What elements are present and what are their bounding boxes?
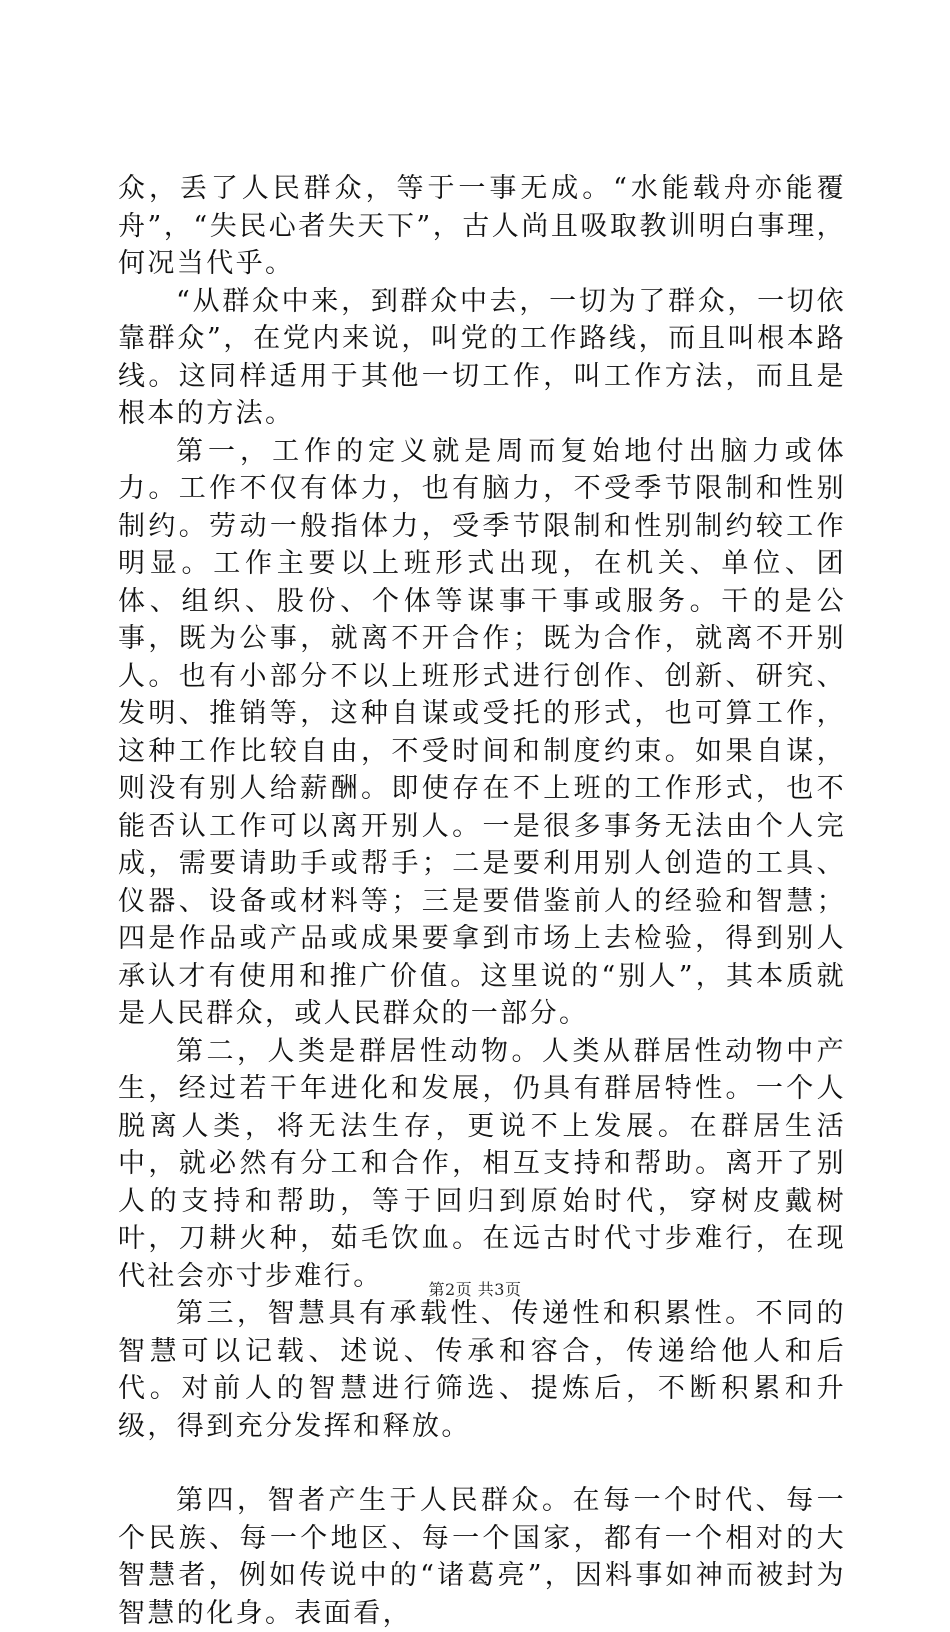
page-number-footer: 第2页 共3页 (428, 1280, 522, 1299)
paragraph-fourth-point: 第四，智者产生于人民群众。在每一个时代、每一个民族、每一个地区、每一个国家，都有一个相对的大智慧者，例如传说中的“诸葛亮”，因料事如神而被封为智慧的化身。表面看， (118, 1485, 846, 1629)
paragraph-mass-line: “从群众中来，到群众中去，一切为了群众，一切依靠群众”，在党内来说，叫党的工作路线，而且叫根本路线。这同样适用于其他一切工作，叫工作方法，而且是根本的方法。 (118, 285, 846, 429)
document-body (118, 170, 846, 1632)
paragraph-first-point: 第一，工作的定义就是周而复始地付出脑力或体力。工作不仅有体力，也有脑力，不受季节限制和性别制约。劳动一般指体力，受季节限制和性别制约较工作明显。工作主要以上班形式出现，在机关、单位、团体、组织、股份、个体等谋事干事或服务。干的是公事，既为公事，就离不开合作；既为合作，就离不开别人。也有小部分不以上班形式进行创作、创新、研究、发明、推销等，这种自谋或受托的形式，也可算工作，这种工作比较自由，不受时间和制度约束。如果自谋，则没有别人给薪酬。即使存在不上班的工作形式，也不能否认工作可以离开别人。一是很多事务无法由个人完成，需要请助手或帮手；二是要利用别人创造的工具、仪器、设备或材料等；三是要借鉴前人的经验和智慧；四是作品或产品或成果要拿到市场上去检验，得到别人承认才有使用和推广价值。这里说的“别人”，其本质就是人民群众，或人民群众的一部分。 (118, 435, 846, 1029)
paragraph-continuation: 众，丢了人民群众，等于一事无成。“水能载舟亦能覆舟”，“失民心者失天下”，古人尚且吸取教训明白事理，何况当代乎。 (118, 173, 846, 279)
paragraph-third-point: 第三，智慧具有承载性、传递性和积累性。不同的智慧可以记载、述说、传承和容合，传递给他人和后代。对前人的智慧进行筛选、提炼后，不断积累和升级，得到充分发挥和释放。 (118, 1298, 846, 1442)
paragraph-second-point: 第二，人类是群居性动物。人类从群居性动物中产生，经过若干年进化和发展，仍具有群居特性。一个人脱离人类，将无法生存，更说不上发展。在群居生活中，就必然有分工和合作，相互支持和帮助。离开了别人的支持和帮助，等于回归到原始时代，穿树皮戴树叶，刀耕火种，茹毛饮血。在远古时代寸步难行，在现代社会亦寸步难行。 (118, 1035, 846, 1292)
